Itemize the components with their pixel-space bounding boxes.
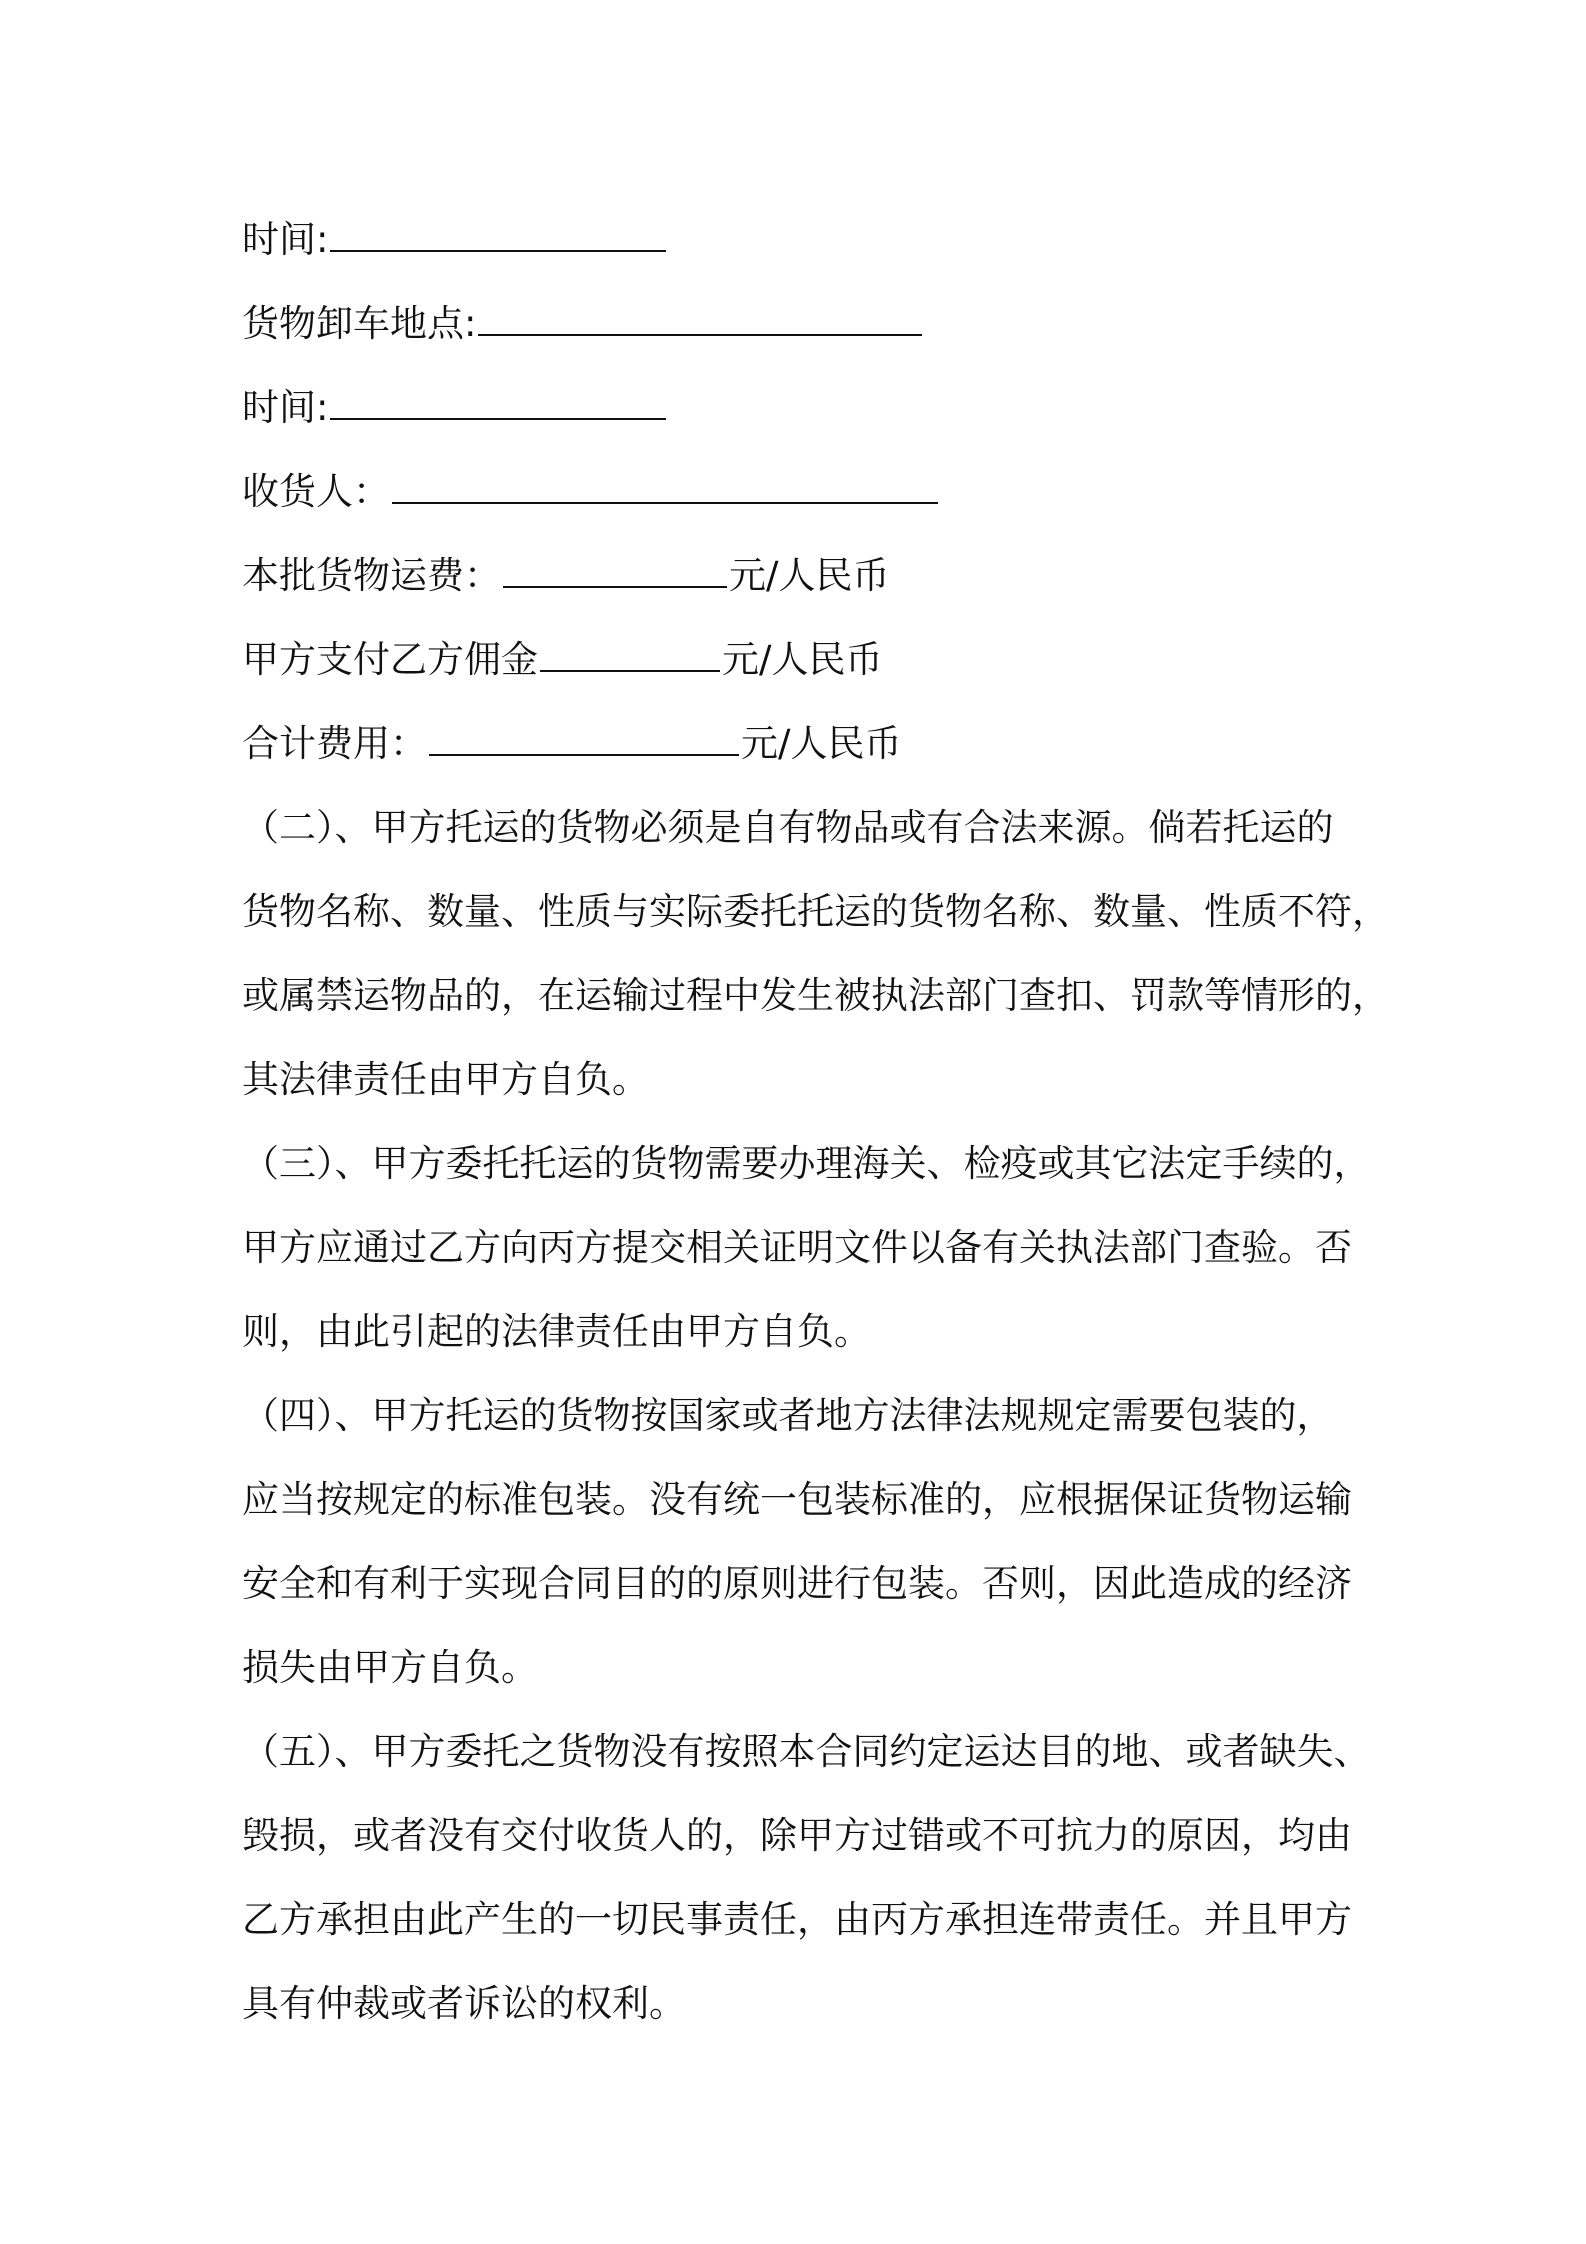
field-time-2	[242, 366, 1362, 450]
fill-blank	[330, 384, 666, 420]
field-label: 本批货物运费：	[242, 554, 501, 597]
clause-line: 货物名称、数量、性质与实际委托托运的货物名称、数量、性质不符，	[242, 890, 1389, 933]
clause-line: 毁损，或者没有交付收货人的，除甲方过错或不可抗力的原因，均由	[242, 1814, 1352, 1857]
field-label: 甲方支付乙方佣金	[242, 638, 538, 681]
clause-3	[242, 1122, 1371, 1374]
clause-line: 则，由此引起的法律责任由甲方自负。	[242, 1310, 871, 1353]
clause-line: （五）、甲方委托之货物没有按照本合同约定运达目的地、或者缺失、	[242, 1730, 1371, 1773]
fill-blank	[503, 552, 727, 588]
clause-line: 损失由甲方自负。	[242, 1646, 538, 1689]
clause-line: 乙方承担由此产生的一切民事责任，由丙方承担连带责任。并且甲方	[242, 1898, 1352, 1941]
clause-line: 其法律责任由甲方自负。	[242, 1058, 649, 1101]
clause-line: （三）、甲方委托托运的货物需要办理海关、检疫或其它法定手续的，	[242, 1142, 1371, 1185]
clause-line: （二）、甲方托运的货物必须是自有物品或有合法来源。倘若托运的	[242, 806, 1334, 849]
fill-blank	[478, 300, 922, 336]
field-label: 收货人：	[242, 470, 390, 513]
field-freight	[242, 534, 1362, 618]
fill-blank	[540, 636, 720, 672]
field-commission	[242, 618, 1362, 702]
fill-blank	[330, 216, 666, 252]
field-total-cost	[242, 702, 1362, 786]
clause-line: 安全和有利于实现合同目的的原则进行包装。否则，因此造成的经济	[242, 1562, 1352, 1605]
field-suffix: 元/人民币	[722, 638, 883, 681]
field-consignee	[242, 450, 1362, 534]
field-label: 时间:	[242, 386, 329, 429]
field-label: 时间:	[242, 218, 329, 261]
clause-line: （四）、甲方托运的货物按国家或者地方法律法规规定需要包装的，	[242, 1394, 1334, 1437]
fill-blank	[392, 468, 938, 504]
field-suffix: 元/人民币	[741, 722, 902, 765]
field-unloading-location	[242, 282, 1362, 366]
field-label: 货物卸车地点:	[242, 302, 477, 345]
clause-line: 应当按规定的标准包装。没有统一包装标准的，应根据保证货物运输	[242, 1478, 1352, 1521]
fill-blank	[429, 720, 739, 756]
clause-2	[242, 786, 1389, 1122]
clause-line: 具有仲裁或者诉讼的权利。	[242, 1982, 686, 2025]
field-time-1	[242, 198, 1362, 282]
clause-4	[242, 1374, 1362, 1710]
document-content	[242, 198, 1389, 2046]
clause-line: 或属禁运物品的，在运输过程中发生被执法部门查扣、罚款等情形的，	[242, 974, 1389, 1017]
clause-line: 甲方应通过乙方向丙方提交相关证明文件以备有关执法部门查验。否	[242, 1226, 1352, 1269]
clause-5	[242, 1710, 1371, 2046]
field-label: 合计费用：	[242, 722, 427, 765]
field-suffix: 元/人民币	[729, 554, 890, 597]
